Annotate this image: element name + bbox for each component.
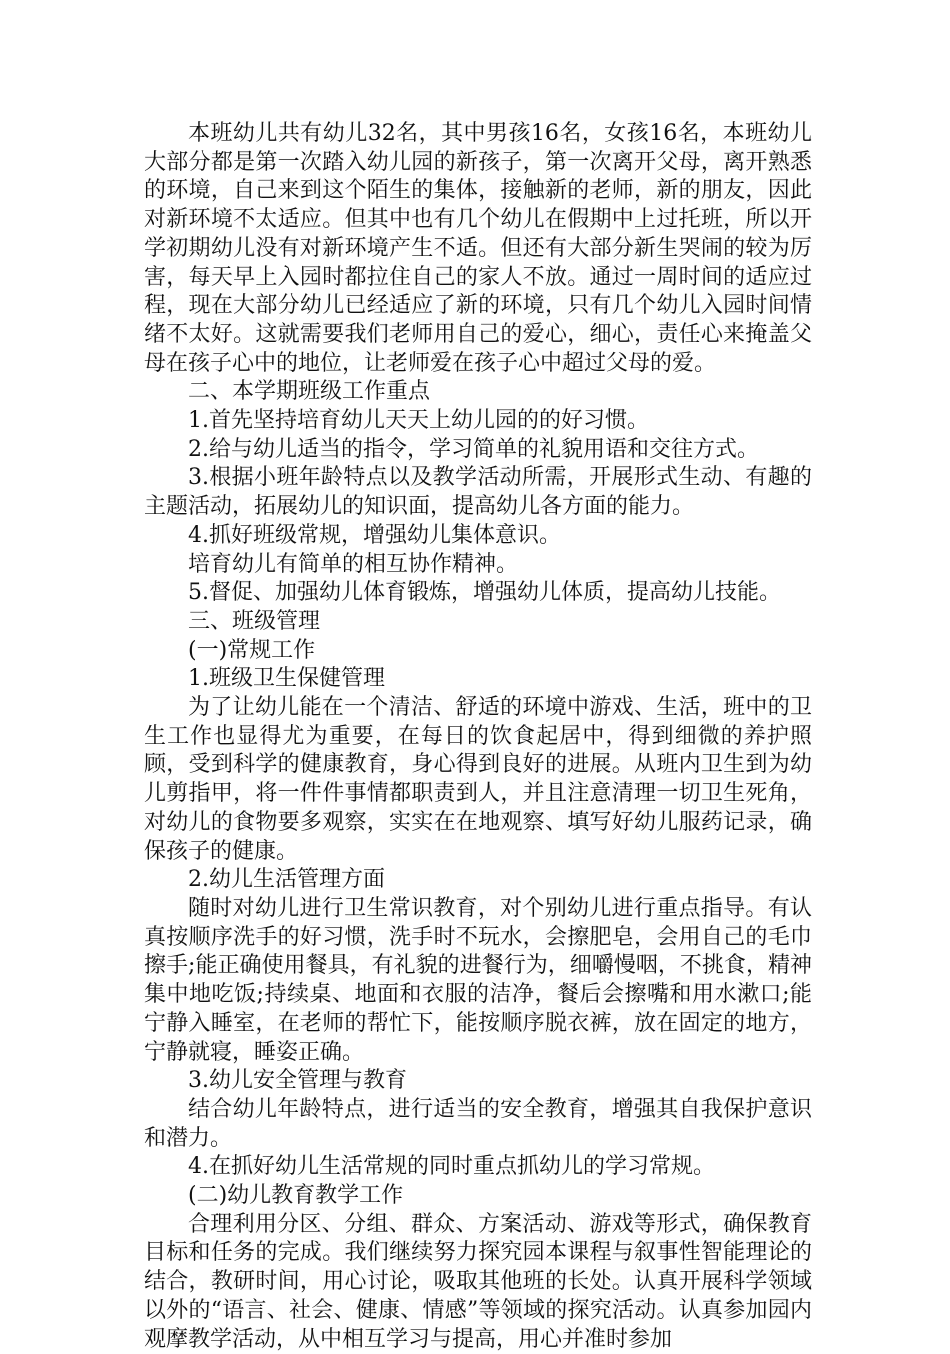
paragraph-safety: 结合幼儿年龄特点，进行适当的安全教育，增强其自我保护意识和潜力。 <box>144 1096 812 1151</box>
heading-work-focus: 二、本学期班级工作重点 <box>188 379 431 405</box>
list-item-focus-1: 1.首先坚持培育幼儿天天上幼儿园的的好习惯。 <box>188 408 649 434</box>
list-item-focus-5: 5.督促、加强幼儿体育锻炼，增强幼儿体质，提高幼儿技能。 <box>188 580 781 606</box>
paragraph-teaching-work: 合理利用分区、分组、群众、方案活动、游戏等形式，确保教育目标和任务的完成。我们继续努力探究园本课程与叙事性智能理论的结合，教研时间，用心讨论，吸取其他班的长处。认真开展科学领域以外的“语言、社会、健康、情感”等领域的探究活动。认真参加园内观摩教学活动，从中相互学习与提高，用心并准时参加 <box>144 1211 812 1352</box>
subheading-teaching-work: (二)幼儿教育教学工作 <box>188 1183 404 1209</box>
list-item-focus-4-detail: 培育幼儿有简单的相互协作精神。 <box>188 551 519 577</box>
document-body <box>144 120 812 1354</box>
paragraph-daily-life: 随时对幼儿进行卫生常识教育，对个别幼儿进行重点指导。有认真按顺序洗手的好习惯，洗手时不玩水，会擦肥皂，会用自己的毛巾擦手;能正确使用餐具，有礼貌的进餐行为，细嚼慢咽，不挑食，精神集中地吃饭;持续桌、地面和衣服的洁净，餐后会擦嘴和用水漱口;能宁静入睡室，在老师的帮忙下，能按顺序脱衣裤，放在固定的地方，宁静就寝，睡姿正确。 <box>144 895 812 1065</box>
paragraph-learning-routine: 4.在抓好幼儿生活常规的同时重点抓幼儿的学习常规。 <box>188 1154 715 1180</box>
subheading-hygiene: 1.班级卫生保健管理 <box>188 666 385 692</box>
heading-class-management: 三、班级管理 <box>188 608 321 634</box>
paragraph-class-overview: 本班幼儿共有幼儿32名，其中男孩16名，女孩16名，本班幼儿大部分都是第一次踏入幼儿园的新孩子，第一次离开父母，离开熟悉的环境，自己来到这个陌生的集体，接触新的老师，新的朋友，因此对新环境不太适应。但其中也有几个幼儿在假期中上过托班，所以开学初期幼儿没有对新环境产生不适。但还有大部分新生哭闹的较为厉害，每天早上入园时都拉住自己的家人不放。通过一周时间的适应过程，现在大部分幼儿已经适应了新的环境，只有几个幼儿入园时间情绪不太好。这就需要我们老师用自己的爱心，细心，责任心来掩盖父母在孩子心中的地位，让老师爱在孩子心中超过父母的爱。 <box>144 121 812 376</box>
subheading-safety: 3.幼儿安全管理与教育 <box>188 1068 407 1094</box>
list-item-focus-2: 2.给与幼儿适当的指令，学习简单的礼貌用语和交往方式。 <box>188 436 759 462</box>
paragraph-hygiene: 为了让幼儿能在一个清洁、舒适的环境中游戏、生活，班中的卫生工作也显得尤为重要，在每日的饮食起居中，得到细微的养护照顾，受到科学的健康教育，身心得到良好的进展。从班内卫生到为幼儿剪指甲，将一件件事情都职责到人，并且注意清理一切卫生死角，对幼儿的食物要多观察，实实在在地观察、填写好幼儿服药记录，确保孩子的健康。 <box>144 695 812 864</box>
list-item-focus-3: 3.根据小班年龄特点以及教学活动所需，开展形式生动、有趣的主题活动，拓展幼儿的知识面，提高幼儿各方面的能力。 <box>144 465 812 520</box>
subheading-daily-life: 2.幼儿生活管理方面 <box>188 867 385 893</box>
list-item-focus-4: 4.抓好班级常规，增强幼儿集体意识。 <box>188 522 561 548</box>
subheading-routine-work: (一)常规工作 <box>188 637 316 663</box>
